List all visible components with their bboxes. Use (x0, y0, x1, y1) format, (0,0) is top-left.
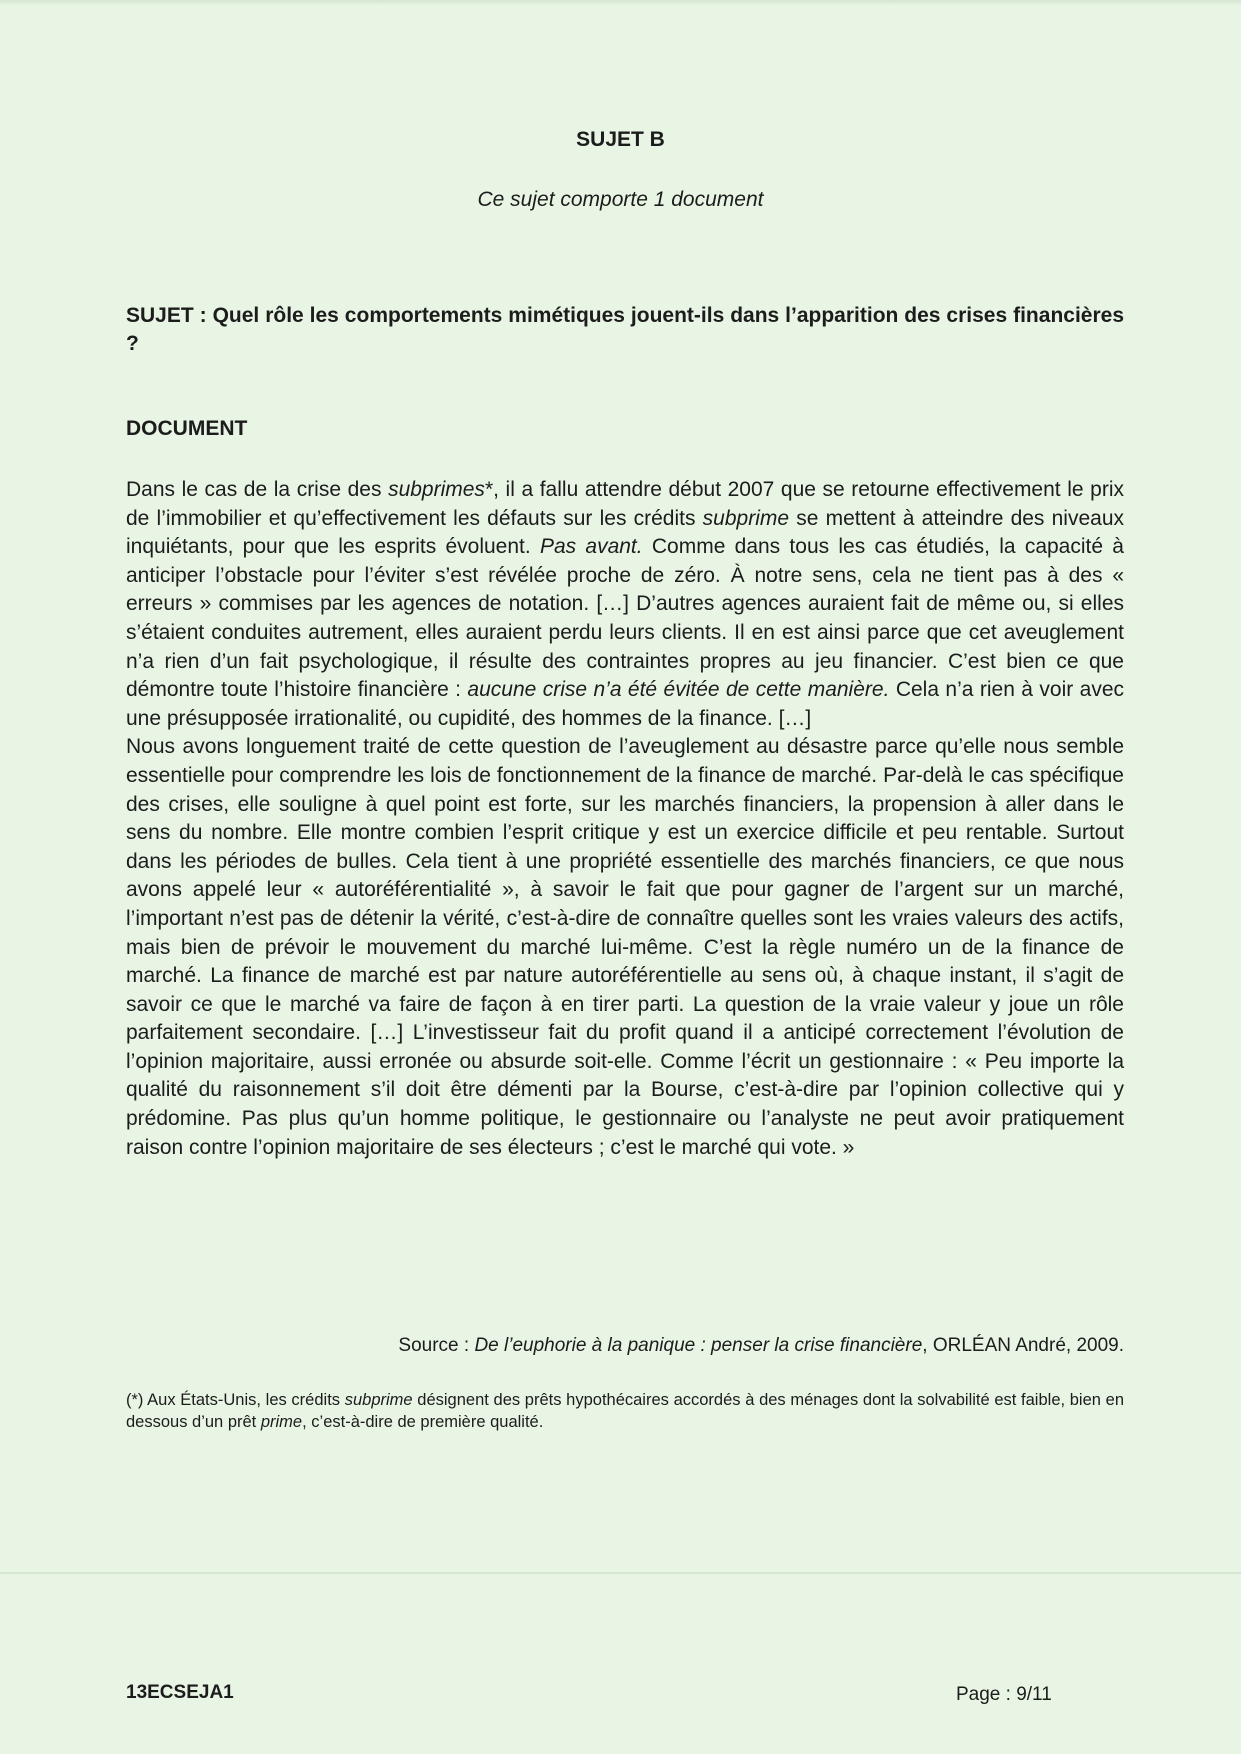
subject-label: SUJET B (576, 128, 665, 151)
footnote (126, 1389, 1124, 1433)
document-heading: DOCUMENT (126, 417, 248, 440)
subject-question: SUJET : Quel rôle les comportements mimétiques jouent-ils dans l’apparition des crises financières ? (126, 304, 1124, 355)
source-author-year: , ORLÉAN André, 2009. (922, 1335, 1124, 1356)
page-number: Page : 9/11 (956, 1684, 1052, 1705)
source-citation (126, 1335, 1124, 1357)
text-span: désignent des prêts hypothécaires accordés à des ménages dont la solvabilité est faible, bien en dessous d’un prêt (126, 1391, 1124, 1431)
text-span: (*) Aux États-Unis, les crédits (126, 1391, 345, 1409)
document-paragraph-1 (126, 476, 1124, 733)
scan-top-edge (0, 0, 1241, 6)
scan-fold-line (0, 1572, 1241, 1574)
italic-term: aucune crise n’a été évitée de cette manière. (467, 678, 890, 702)
text-span: Dans le cas de la crise des (126, 478, 389, 501)
exam-code: 13ECSEJA1 (126, 1682, 234, 1703)
italic-term: prime (260, 1413, 303, 1431)
subject-subtitle: Ce sujet comporte 1 document (477, 188, 764, 211)
italic-term: Pas avant. (539, 535, 643, 559)
text-span: Cela n’a rien à voir avec une présupposée irrationalité, ou cupidité, des hommes de la finance. […] (126, 678, 1124, 730)
text-span: , c’est-à-dire de première qualité. (302, 1413, 544, 1431)
document-body (126, 476, 1124, 1162)
source-title: De l’euphorie à la panique : penser la crise financière (474, 1335, 923, 1356)
source-prefix: Source : (398, 1335, 475, 1356)
italic-term: subprime (702, 506, 790, 530)
document-paragraph-2: Nous avons longuement traité de cette question de l’aveuglement au désastre parce qu’elle nous semble essentielle pour comprendre les lois de fonctionnement de la finance de marché. Par-delà le cas spécifique des crises, elle souligne à quel point est forte, sur les marchés financiers, la propension à aller dans le sens du nombre. Elle montre combien l’esprit critique y est un exercice difficile et peu rentable. Surtout dans les périodes de bulles. Cela tient à une propriété essentielle des marchés financiers, ce que nous avons appelé leur « autoréférentialité », à savoir le fait que pour gagner de l’argent sur un marché, l’important n’est pas de détenir la vérité, c’est-à-dire de connaître quelles sont les vraies valeurs des actifs, mais bien de prévoir le mouvement du marché lui-même. C’est la règle numéro un de la finance de marché. La finance de marché est par nature autoréférentielle au sens où, à chaque instant, il s’agit de savoir ce que le marché va faire de façon à en tirer parti. La question de la vraie valeur y joue un rôle parfaitement secondaire. […] L’investisseur fait du profit quand il a anticipé correctement l’évolution de l’opinion majoritaire, aussi erronée ou absurde soit-elle. Comme l’écrit un gestionnaire : « Peu importe la qualité du raisonnement s’il doit être démenti par la Bourse, c’est-à-dire par l’opinion collective qui y prédomine. Pas plus qu’un homme politique, le gestionnaire ou l’analyste ne peut avoir pratiquement raison contre l’opinion majoritaire de ses électeurs ; c’est le marché qui vote. » (126, 735, 1124, 1159)
text-span: se mettent à atteindre des niveaux inquiétants, pour que les esprits évoluent. (126, 506, 1124, 559)
italic-term: subprime (344, 1391, 413, 1409)
text-span: Comme dans tous les cas étudiés, la capacité à anticiper l’obstacle pour l’éviter s’est révélée proche de zéro. À notre sens, cela ne tient pas à des « erreurs » commises par les agences de notation. […] D’autres agences auraient fait de même ou, si elles s’étaient conduites autrement, elles auraient perdu leurs clients. Il en est ainsi parce que cet aveuglement n’a rien d’un fait psychologique, il résulte des contraintes propres au jeu financier. C’est bien ce que démontre toute l’histoire financière : (126, 535, 1124, 702)
text-span: *, il a fallu attendre début 2007 que se retourne effectivement le prix de l’immobilier et qu’effectivement les défauts sur les crédits (126, 478, 1124, 530)
italic-term: subprimes (388, 478, 485, 501)
